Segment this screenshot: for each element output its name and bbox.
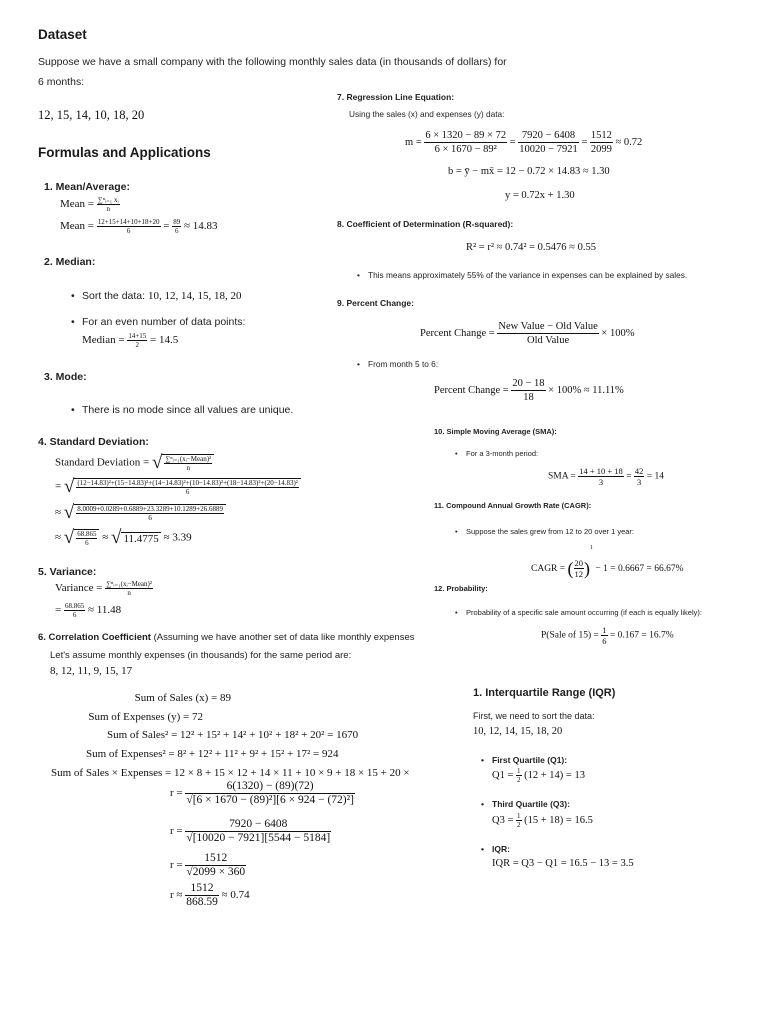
iqr-q1-num: 1 (517, 767, 521, 775)
median-formula-result: = 14.5 (150, 334, 179, 347)
cagr-formula-exp: 1 (590, 545, 594, 551)
iqr-q1-rest: (12 + 14) = 13 (524, 769, 585, 781)
percent-formula (420, 320, 634, 347)
regression-m-den1: 6 × 1670 − 89² (434, 144, 497, 155)
sqrt-symbol: √ (186, 794, 193, 806)
mean-formula-num: ∑ⁿᵢ₌₁ xᵢ (97, 196, 119, 204)
cagr-formula-result: − 1 = 0.6667 = 66.67% (595, 564, 684, 574)
iqr-values: 10, 12, 14, 15, 18, 20 (473, 726, 563, 737)
sma-formula-result: = 14 (646, 471, 664, 482)
probability-label: 12. Probability: (434, 584, 488, 593)
variance-calc-eq: = (55, 604, 62, 617)
stdev-label: 4. Standard Deviation: (38, 436, 149, 448)
probability-formula-result: = 0.167 = 16.7% (609, 630, 674, 641)
mean-formula-lhs: Mean = (60, 198, 94, 211)
correlation-label (38, 632, 414, 643)
percent-formula-tail: × 100% (601, 327, 635, 339)
iqr-q3-formula (492, 812, 593, 829)
sma-formula-num2: 42 (634, 466, 644, 476)
stdev-formula-num: ∑ⁿᵢ₌₁(xᵢ−Mean)² (165, 455, 212, 463)
variance-formula-den: n (127, 589, 131, 597)
median-formula-num: 14+15 (128, 332, 147, 340)
corr-r2-den: [10020 − 7921][5544 − 5184] (192, 832, 331, 844)
probability-formula (541, 625, 674, 646)
corr-r2-lhs: r = (170, 825, 183, 838)
regression-m-lhs: m = (405, 136, 422, 148)
corr-r2 (170, 818, 331, 845)
regression-m-num1: 6 × 1320 − 89 × 72 (425, 130, 507, 141)
sqrt-symbol: √ (111, 527, 122, 548)
corr-r4-result: ≈ 0.74 (221, 889, 250, 902)
median-sort-values: 10, 12, 14, 15, 18, 20 (147, 290, 242, 302)
iqr-q3-num: 1 (517, 812, 521, 820)
corr-r4-num: 1512 (185, 882, 219, 896)
corr-r3-lhs: r = (170, 859, 183, 872)
sqrt-symbol: √ (151, 452, 163, 473)
stdev-line4-mid: ≈ (102, 531, 109, 544)
mean-formula (60, 196, 120, 213)
dataset-intro-line2: 6 months: (38, 76, 85, 88)
median-bullet-sort (82, 290, 241, 302)
variance-calculation (55, 602, 121, 619)
regression-m-eq2: = (581, 136, 588, 148)
mode-label: 3. Mode: (44, 371, 87, 383)
regression-m-eq: = (509, 136, 516, 148)
regression-m-den2: 10020 − 7921 (519, 144, 578, 155)
corr-r3-num: 1512 (185, 852, 246, 866)
sqrt-symbol: √ (63, 527, 75, 548)
percent-formula-lhs: Percent Change = (420, 327, 495, 339)
dataset-values: 12, 15, 14, 10, 18, 20 (38, 108, 145, 122)
cagr-bullet: • Suppose the sales grew from 12 to 20 over 1 year: (466, 527, 634, 536)
cagr-label: 11. Compound Annual Growth Rate (CAGR): (434, 501, 592, 510)
mean-calc-lhs: Mean = (60, 220, 94, 233)
mean-calc-num: 12+15+14+10+18+20 (97, 218, 160, 226)
stdev-formula-den: n (186, 464, 191, 472)
stdev-line4-eq: ≈ (55, 531, 62, 544)
median-label: 2. Median: (44, 256, 96, 268)
variance-formula-lhs: Variance = (55, 582, 103, 595)
probability-formula-num: 1 (602, 625, 607, 635)
corr-r1-num: 6(1320) − (89)(72) (185, 780, 355, 794)
percent-example-den: 18 (523, 392, 534, 403)
iqr-q3-lhs: Q3 = (492, 814, 514, 826)
percent-example-tail: × 100% ≈ 11.11% (548, 384, 624, 396)
variance-calc-num: 68.865 (64, 602, 85, 610)
median-formula (82, 332, 178, 349)
corr-sum-xy: Sum of Sales × Expenses = 12 × 8 + 15 × 12 + 14 × 11 + 10 × 9 + 18 × 15 + 20 × (51, 767, 410, 779)
regression-m-num3: 1512 (590, 130, 612, 141)
regression-m (405, 129, 642, 156)
probability-bullet: • Probability of a specific sale amount occurring (if each is equally likely): (466, 608, 702, 617)
corr-r1-den: [6 × 1670 − (89)²][6 × 924 − (72)²] (192, 794, 354, 806)
sqrt-symbol: √ (63, 476, 75, 497)
rsquared-label: 8. Coefficient of Determination (R-squared): (337, 219, 514, 229)
rsquared-formula: R² = r² ≈ 0.74² = 0.5476 ≈ 0.55 (466, 242, 596, 253)
iqr-q3-den: 2 (517, 821, 521, 829)
corr-sum-x2: Sum of Sales² = 12² + 15² + 14² + 10² + 18² + 20² = 1670 (107, 729, 359, 741)
sma-formula-lhs: SMA = (548, 471, 576, 482)
percent-example (434, 377, 624, 404)
iqr-q1-den: 2 (517, 776, 521, 784)
cagr-formula-den: 12 (574, 569, 584, 580)
sqrt-symbol: √ (63, 502, 75, 523)
corr-r1 (170, 780, 355, 807)
sqrt-symbol: √ (186, 866, 193, 878)
iqr-q3-rest: (15 + 18) = 16.5 (524, 814, 593, 826)
rsquared-bullet: • This means approximately 55% of the variance in expenses can be explained by sales. (368, 270, 687, 280)
stdev-line2 (55, 476, 301, 498)
sma-label: 10. Simple Moving Average (SMA): (434, 427, 557, 436)
cagr-formula (531, 545, 684, 579)
sma-formula-den: 3 (598, 477, 604, 487)
regression-b: b = ȳ − mx̄ = 12 − 0.72 × 14.83 ≈ 1.30 (448, 166, 610, 177)
corr-r4-lhs: r ≈ (170, 889, 183, 902)
mean-calc-num2: 89 (173, 218, 181, 226)
stdev-line4-num: 68.865 (77, 530, 97, 538)
correlation-label-bold: 6. Correlation Coefficient (38, 632, 151, 643)
sma-formula-eq: = (626, 471, 632, 482)
corr-sum-x: Sum of Sales (x) = 89 (134, 692, 231, 704)
stdev-line4-sqrt: 11.4775 (123, 532, 159, 545)
stdev-line4-result: ≈ 3.39 (163, 531, 192, 544)
iqr-q1-lhs: Q1 = (492, 769, 514, 781)
variance-label: 5. Variance: (38, 566, 97, 578)
stdev-formula (55, 452, 214, 474)
variance-formula (55, 580, 153, 597)
cagr-formula-lhs: CAGR = (531, 564, 566, 574)
iqr-formula: IQR = Q3 − Q1 = 16.5 − 13 = 3.5 (492, 858, 634, 869)
corr-r3-den: 2099 × 360 (192, 866, 246, 878)
stdev-line2-den: 6 (185, 488, 190, 496)
sqrt-symbol: √ (186, 832, 193, 844)
iqr-q1-label: • First Quartile (Q1): (492, 755, 567, 765)
iqr-q1-formula (492, 767, 585, 784)
iqr-iqr-label: • IQR: (492, 844, 510, 854)
regression-m-num2: 7920 − 6408 (518, 129, 578, 143)
mean-calc-eq: = (163, 220, 170, 233)
correlation-label-rest: (Assuming we have another set of data like monthly expenses (150, 632, 415, 643)
variance-calc-den: 6 (72, 611, 77, 619)
regression-m-result: ≈ 0.72 (615, 136, 643, 148)
regression-m-den3: 2099 (590, 144, 612, 155)
correlation-line1: Let's assume monthly expenses (in thousands) for the same period are: (50, 650, 352, 661)
stdev-line3 (55, 502, 226, 524)
regression-label: 7. Regression Line Equation: (337, 92, 455, 102)
stdev-line4-den: 6 (85, 539, 89, 547)
probability-formula-den: 6 (602, 636, 607, 646)
stdev-formula-lhs: Standard Deviation = (55, 456, 150, 469)
percent-example-lhs: Percent Change = (434, 384, 509, 396)
corr-r1-lhs: r = (170, 787, 183, 800)
mean-calc-result: ≈ 14.83 (183, 220, 218, 233)
corr-r2-num: 7920 − 6408 (185, 818, 331, 832)
iqr-q3-label: • Third Quartile (Q3): (492, 799, 570, 809)
variance-calc-result: ≈ 11.48 (87, 604, 122, 617)
median-formula-den: 2 (135, 341, 140, 349)
percent-example-num: 20 − 18 (512, 378, 545, 389)
corr-sum-y2: Sum of Expenses² = 8² + 12² + 11² + 9² + 15² + 17² = 924 (86, 748, 339, 760)
percent-label: 9. Percent Change: (337, 298, 414, 308)
stdev-line3-num: 8.0009+0.0289+0.6889+23.3289+10.1289+26.6889 (77, 505, 223, 513)
percent-bullet: • From month 5 to 6: (368, 359, 438, 369)
dataset-title: Dataset (38, 27, 87, 42)
median-bullet-even: • For an even number of data points: (82, 316, 245, 328)
mode-bullet: • There is no mode since all values are unique. (82, 404, 293, 416)
median-formula-lhs: Median = (82, 334, 125, 347)
corr-r4 (170, 882, 250, 909)
mean-calc-den: 6 (126, 227, 131, 235)
paren-open: ( (567, 558, 574, 579)
iqr-title: 1. Interquartile Range (IQR) (473, 687, 616, 699)
dataset-intro-line1: Suppose we have a small company with the following monthly sales data (in thousands of dollars) for (38, 56, 507, 68)
corr-sum-y: Sum of Expenses (y) = 72 (88, 711, 203, 723)
corr-r3 (170, 852, 246, 879)
mean-label: 1. Mean/Average: (44, 181, 130, 193)
stdev-line2-num: (12−14.83)²+(15−14.83)²+(14−14.83)²+(10−14.83)²+(18−14.83)²+(20−14.83)² (77, 479, 298, 487)
sma-formula (548, 466, 664, 487)
stdev-line3-eq: ≈ (55, 506, 62, 519)
cagr-formula-num: 20 (574, 558, 584, 569)
variance-formula-num: ∑ⁿᵢ₌₁(xᵢ−Mean)² (106, 580, 152, 588)
iqr-line1: First, we need to sort the data: (473, 711, 595, 721)
regression-y: y = 0.72x + 1.30 (505, 190, 575, 201)
median-sort-text: Sort the data: (82, 290, 148, 302)
paren-close: ) (584, 558, 591, 579)
sma-formula-den2: 3 (637, 477, 642, 487)
stdev-line3-den: 6 (148, 514, 152, 522)
percent-formula-den: Old Value (527, 335, 570, 346)
stdev-line4 (55, 527, 192, 549)
correlation-expenses-values: 8, 12, 11, 9, 15, 17 (50, 665, 133, 677)
sma-formula-num: 14 + 10 + 18 (579, 466, 623, 476)
corr-r4-den: 868.59 (186, 896, 218, 908)
sma-bullet: • For a 3-month period: (466, 449, 538, 458)
formulas-title: Formulas and Applications (38, 145, 211, 160)
mean-formula-den: n (106, 205, 110, 213)
percent-formula-num: New Value − Old Value (498, 321, 598, 332)
mean-calc-den2: 6 (174, 227, 179, 235)
mean-calculation (60, 218, 218, 235)
probability-formula-lhs: P(Sale of 15) = (541, 630, 599, 641)
regression-line1: Using the sales (x) and expenses (y) data: (349, 109, 505, 119)
stdev-line2-eq: = (55, 480, 62, 493)
